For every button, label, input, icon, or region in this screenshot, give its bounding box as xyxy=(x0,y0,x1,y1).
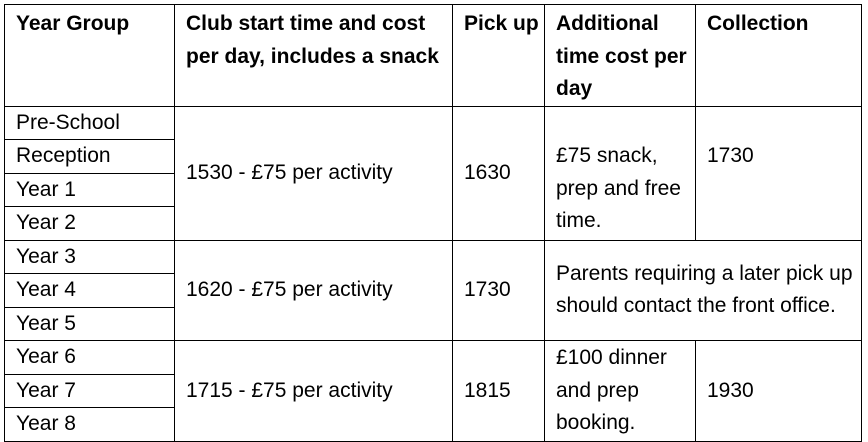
table-row xyxy=(5,106,862,140)
pick-up-cell: 1730 xyxy=(453,240,545,341)
pick-up-cell: 1630 xyxy=(453,106,545,240)
year-group-cell: Year 8 xyxy=(5,408,175,442)
year-group-cell: Year 7 xyxy=(5,374,175,408)
later-pickup-note: Parents requiring a later pick up should contact the front office. xyxy=(545,240,862,341)
club-start-cell: 1715 - £75 per activity xyxy=(175,341,453,442)
header-row xyxy=(5,5,862,107)
year-group-cell: Year 2 xyxy=(5,207,175,241)
year-group-cell: Pre-School xyxy=(5,106,175,140)
year-group-cell: Year 3 xyxy=(5,240,175,274)
club-start-cell: 1620 - £75 per activity xyxy=(175,240,453,341)
pick-up-cell: 1815 xyxy=(453,341,545,442)
table-row xyxy=(5,341,862,375)
year-group-cell: Reception xyxy=(5,140,175,174)
header-pick-up: Pick up xyxy=(453,5,545,107)
additional-cost-cell: £75 snack, prep and free time. xyxy=(545,106,696,240)
collection-cell: 1730 xyxy=(696,106,862,240)
header-club-start: Club start time and cost per day, includes a snack xyxy=(175,5,453,107)
collection-cell: 1930 xyxy=(696,341,862,442)
year-group-cell: Year 5 xyxy=(5,307,175,341)
year-group-cell: Year 4 xyxy=(5,274,175,308)
club-start-cell: 1530 - £75 per activity xyxy=(175,106,453,240)
header-additional: Additional time cost per day xyxy=(545,5,696,107)
year-group-cell: Year 6 xyxy=(5,341,175,375)
additional-cost-cell: £100 dinner and prep booking. xyxy=(545,341,696,442)
year-group-cell: Year 1 xyxy=(5,173,175,207)
header-year-group: Year Group xyxy=(5,5,175,107)
header-collection: Collection xyxy=(696,5,862,107)
club-schedule-table xyxy=(4,4,862,442)
table-row xyxy=(5,240,862,274)
